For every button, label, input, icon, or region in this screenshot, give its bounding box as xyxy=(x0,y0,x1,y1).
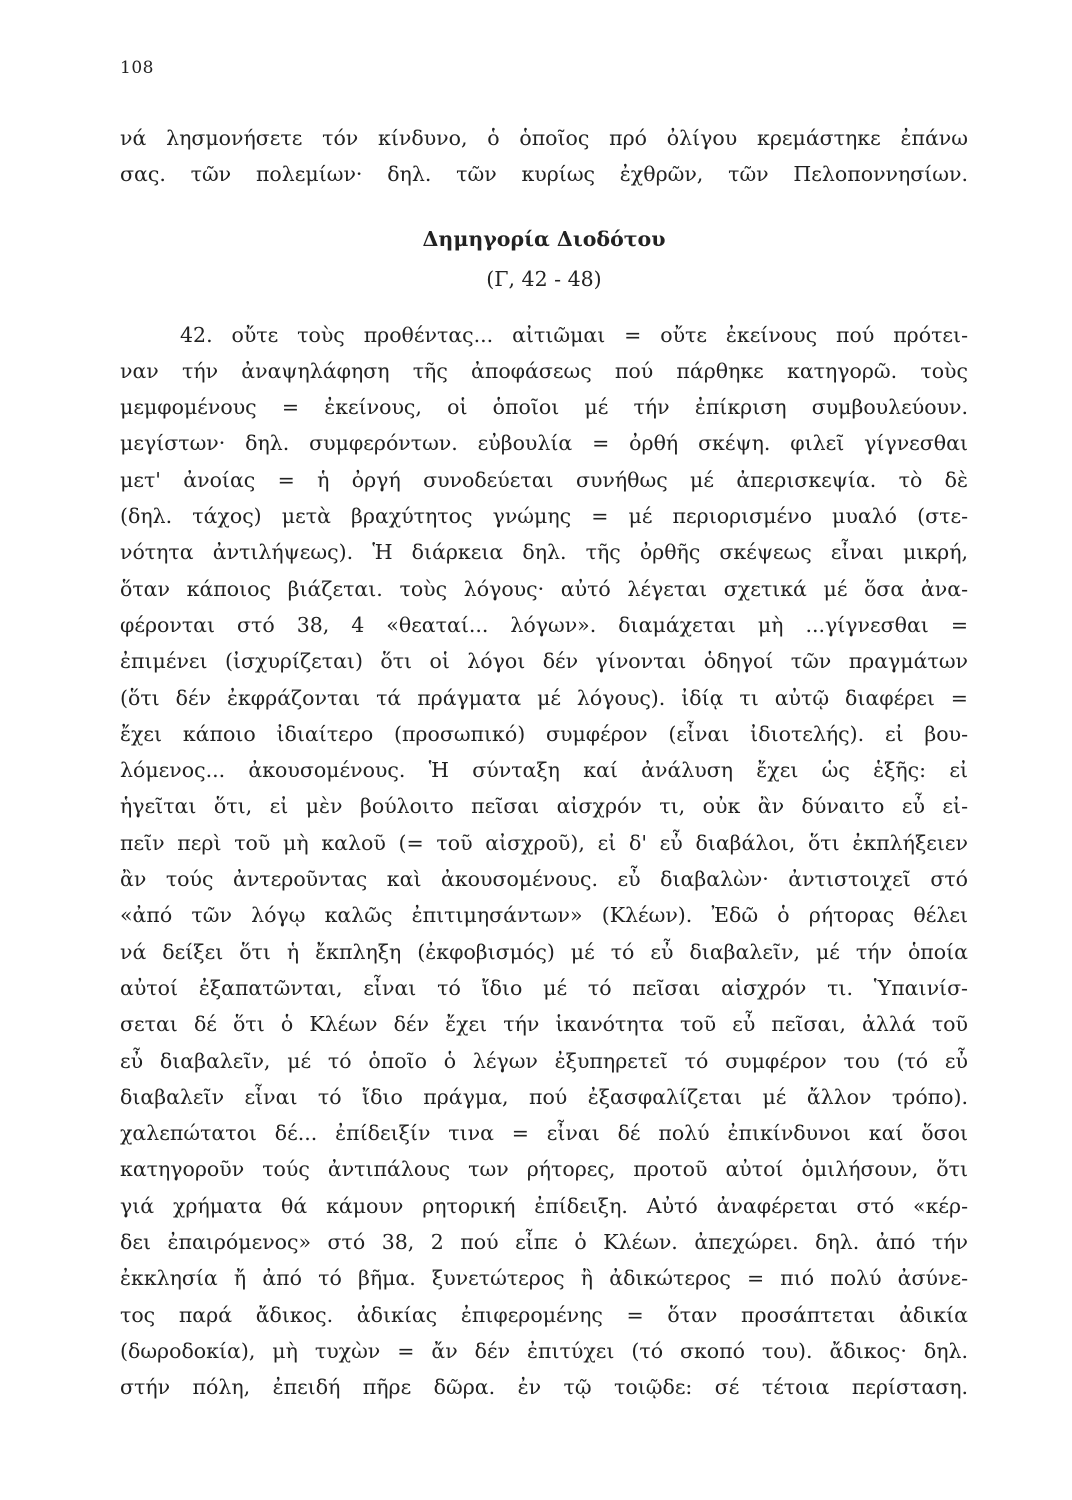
text-line: (δωροδοκία), μὴ τυχὼν = ἄν δέν ἐπιτύχει (τό σκοπό του). ἄδικος· δηλ. xyxy=(120,1338,968,1363)
text-line: (ὅτι δέν ἐκφράζονται τά πράγματα μέ λόγους). ἰδίᾳ τι αὐτῷ διαφέρει = xyxy=(120,685,968,710)
text-line: εὖ διαβαλεῖν, μέ τό ὁποῖο ὁ λέγων ἐξυπηρετεῖ τό συμφέρον του (τό εὖ xyxy=(120,1048,968,1073)
text-line: μετ' ἀνοίας = ἡ ὀργή συνοδεύεται συνήθως μέ ἀπερισκεψία. τὸ δὲ xyxy=(120,467,968,492)
text-line: λόμενος... ἀκουσομένους. Ἡ σύνταξη καί ἀνάλυση ἔχει ὡς ἑξῆς: εἰ xyxy=(120,758,968,783)
text-line: ναν τήν ἀναψηλάφηση τῆς ἀποφάσεως πού πάρθηκε κατηγορῶ. τοὺς xyxy=(120,358,968,383)
text-line: πεῖν περὶ τοῦ μὴ καλοῦ (= τοῦ αἰσχροῦ), εἰ δ' εὖ διαβάλοι, ὅτι ἐκπλήξειεν xyxy=(120,830,968,855)
text-line: ἡγεῖται ὅτι, εἰ μὲν βούλοιτο πεῖσαι αἰσχρόν τι, οὐκ ἂν δύναιτο εὖ εἰ- xyxy=(120,794,968,819)
page-number: 108 xyxy=(120,58,154,78)
text-line: 42. οὔτε τοὺς προθέντας... αἰτιῶμαι = οὔτε ἐκείνους πού πρότει- xyxy=(180,322,968,347)
text-line: νότητα ἀντιλήψεως). Ἡ διάρκεια δηλ. τῆς ὀρθῆς σκέψεως εἶναι μικρή, xyxy=(120,540,968,565)
text-line: μεμφομένους = ἐκείνους, οἱ ὁποῖοι μέ τήν ἐπίκριση συμβουλεύουν. xyxy=(120,395,968,420)
text-line: «ἀπό τῶν λόγῳ καλῶς ἐπιτιμησάντων» (Κλέων). Ἐδῶ ὁ ρήτορας θέλει xyxy=(120,903,968,928)
text-line: νά λησμονήσετε τόν κίνδυνο, ὁ ὁποῖος πρό ὀλίγου κρεμάστηκε ἐπάνω xyxy=(120,126,968,150)
section-reference: (Γ, 42 - 48) xyxy=(486,266,602,291)
text-line: μεγίστων· δηλ. συμφερόντων. εὐβουλία = ὀρθή σκέψη. φιλεῖ γίγνεσθαι xyxy=(120,431,968,456)
text-line: ὅταν κάποιος βιάζεται. τοὺς λόγους· αὐτό λέγεται σχετικά μέ ὅσα ἀνα- xyxy=(120,576,968,601)
page-body xyxy=(120,120,968,1406)
text-line: ἐκκλησία ἤ ἀπό τό βῆμα. ξυνετώτερος ἢ ἀδικώτερος = πιό πολύ ἀσύνε- xyxy=(120,1266,968,1291)
text-line: στήν πόλη, ἐπειδή πῆρε δῶρα. ἐν τῷ τοιῷδε: σέ τέτοια περίσταση. xyxy=(120,1375,968,1400)
text-line: κατηγοροῦν τούς ἀντιπάλους των ρήτορες, προτοῦ αὐτοί ὁμιλήσουν, ὅτι xyxy=(120,1157,968,1182)
section-title: Δημηγορία Διοδότου xyxy=(422,226,666,251)
text-line: νά δείξει ὅτι ἡ ἔκπληξη (ἐκφοβισμός) μέ τό εὖ διαβαλεῖν, μέ τήν ὁποία xyxy=(120,939,968,964)
text-line: φέρονται στό 38, 4 «θεαταί... λόγων». διαμάχεται μὴ ...γίγνεσθαι = xyxy=(120,612,968,637)
text-line: σεται δέ ὅτι ὁ Κλέων δέν ἔχει τήν ἱκανότητα τοῦ εὖ πεῖσαι, ἀλλά τοῦ xyxy=(120,1012,968,1037)
text-line: γιά χρήματα θά κάμουν ρητορική ἐπίδειξη. Αὐτό ἀναφέρεται στό «κέρ- xyxy=(120,1193,968,1218)
text-line: χαλεπώτατοι δέ... ἐπίδειξίν τινα = εἶναι δέ πολύ ἐπικίνδυνοι καί ὅσοι xyxy=(120,1121,968,1146)
text-line: σας. τῶν πολεμίων· δηλ. τῶν κυρίως ἐχθρῶν, τῶν Πελοποννησίων. xyxy=(120,162,968,187)
text-line: (δηλ. τάχος) μετὰ βραχύτητος γνώμης = μέ περιορισμένο μυαλό (στε- xyxy=(120,504,968,529)
text-line: αὐτοί ἐξαπατῶνται, εἶναι τό ἴδιο μέ τό πεῖσαι αἰσχρόν τι. Ὑπαινίσ- xyxy=(120,975,968,1000)
text-line: δει ἐπαιρόμενος» στό 38, 2 πού εἶπε ὁ Κλέων. ἀπεχώρει. δηλ. ἀπό τήν xyxy=(120,1230,968,1255)
text-line: ἔχει κάποιο ἰδιαίτερο (προσωπικό) συμφέρον (εἶναι ἰδιοτελής). εἰ βου- xyxy=(120,721,968,746)
text-line: διαβαλεῖν εἶναι τό ἴδιο πράγμα, πού ἐξασφαλίζεται μέ ἄλλον τρόπο). xyxy=(120,1084,968,1109)
text-line: τος παρά ἄδικος. ἀδικίας ἐπιφερομένης = ὅταν προσάπτεται ἀδικία xyxy=(120,1302,968,1327)
text-line: ἂν τούς ἀντεροῦντας καὶ ἀκουσομένους. εὖ διαβαλὼν· ἀντιστοιχεῖ στό xyxy=(120,867,968,892)
text-line: ἐπιμένει (ἰσχυρίζεται) ὅτι οἱ λόγοι δέν γίνονται ὁδηγοί τῶν πραγμάτων xyxy=(120,649,968,674)
